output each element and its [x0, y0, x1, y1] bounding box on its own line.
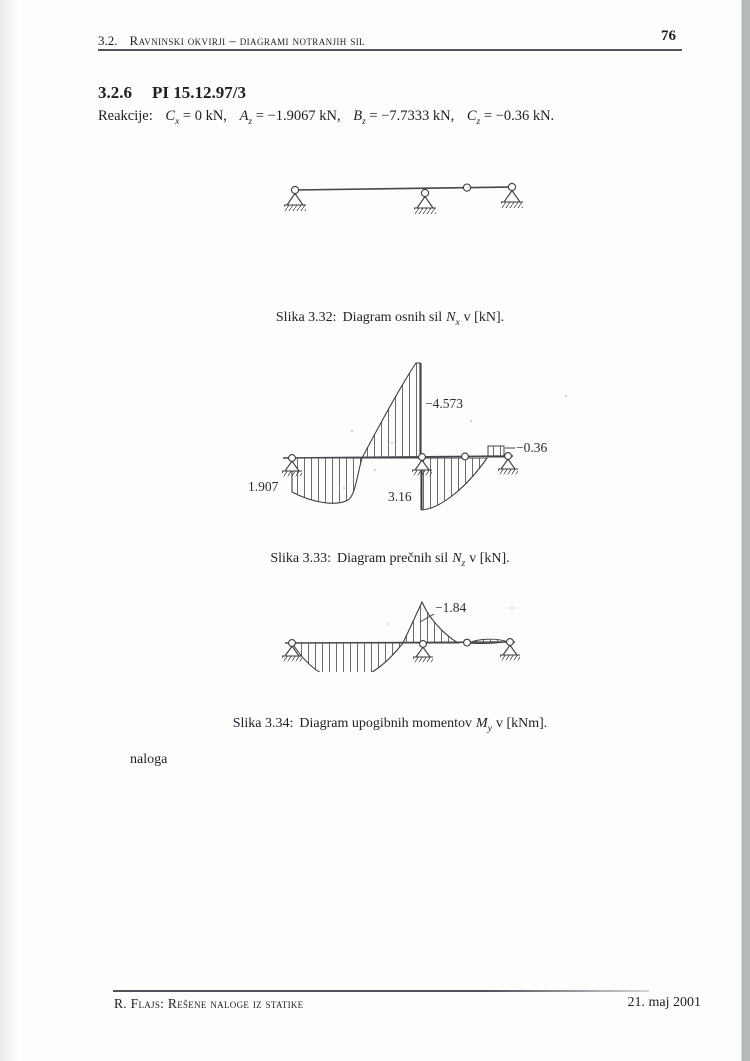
- footer-book-title: R. Flajs: Rešene naloge iz statike: [114, 996, 304, 1011]
- support-ground-hatch: [498, 470, 518, 475]
- shear-force-diagram: [245, 352, 577, 524]
- pin-support-B: [414, 189, 436, 214]
- beam-line: [295, 187, 512, 190]
- hinge-circle: [464, 639, 471, 646]
- shear-value-left: 1.907: [248, 479, 279, 494]
- scan-left-edge-shade: [0, 0, 18, 1061]
- reactions-line: [98, 108, 554, 127]
- reaction-symbol: C: [165, 108, 176, 124]
- caption-moment: [98, 716, 682, 734]
- caption-axial: [98, 310, 682, 328]
- reaction-Az: [239, 108, 341, 127]
- caption-unit: v [kN].: [469, 551, 510, 566]
- support-pin-circle: [505, 453, 512, 460]
- caption-body: Diagram osnih sil: [342, 310, 443, 325]
- shear-value-peak: −4.573: [425, 396, 463, 411]
- support-pin-circle: [421, 189, 428, 196]
- support-ground-hatch: [284, 206, 306, 212]
- hinge-circle: [463, 184, 470, 191]
- pin-support-B: [413, 641, 433, 663]
- caption-label: Slika 3.32:: [275, 310, 337, 325]
- support-ground-hatch: [412, 471, 432, 476]
- support-ground-hatch: [282, 472, 302, 477]
- support-pin-circle: [419, 454, 426, 461]
- support-ground-hatch: [414, 209, 436, 215]
- running-head-title: Ravninski okvirji – diagrami notranjih sil: [129, 33, 366, 48]
- support-ground-hatch: [413, 658, 433, 663]
- caption-body: Diagram prečnih sil: [337, 551, 449, 566]
- section-heading: [98, 83, 246, 103]
- shear-region-A-positive: [292, 458, 362, 503]
- running-head: [98, 33, 365, 49]
- caption-symbol: $M_y$: [476, 716, 492, 734]
- support-ground-hatch: [501, 203, 523, 209]
- moment-value-peak: −1.84: [435, 600, 467, 615]
- axial-force-diagram: [278, 166, 530, 216]
- support-triangle: [287, 194, 303, 206]
- support-ground-hatch: [282, 657, 302, 662]
- caption-unit: v [kNm].: [495, 716, 548, 731]
- support-pin-circle: [507, 639, 514, 646]
- reaction-symbol: A: [239, 108, 249, 124]
- support-pin-circle: [508, 183, 515, 190]
- reaction-subscript: z: [362, 116, 366, 127]
- reaction-Cx: [165, 108, 227, 127]
- reaction-Cz: [466, 108, 555, 127]
- beam-line: [285, 642, 515, 643]
- caption-label: Slika 3.33:: [270, 551, 331, 566]
- shear-value-right: −0.36: [516, 440, 548, 455]
- support-triangle: [504, 191, 520, 203]
- reaction-value: = 0 kN,: [182, 108, 227, 124]
- running-head-section-number: 3.2.: [98, 33, 118, 48]
- hinge-circle: [462, 453, 469, 460]
- reaction-subscript: x: [175, 116, 180, 127]
- reactions-label: Reakcije:: [98, 108, 153, 124]
- support-triangle: [417, 197, 433, 209]
- support-pin-circle: [291, 186, 298, 193]
- note-naloga: naloga: [130, 752, 168, 767]
- section-title: PI 15.12.97/3: [152, 83, 246, 102]
- support-pin-circle: [289, 640, 296, 647]
- reaction-subscript: z: [476, 116, 481, 127]
- reaction-value: = −0.36 kN.: [483, 108, 555, 124]
- reaction-value: = −7.7333 kN,: [369, 108, 455, 124]
- header-rule: [98, 49, 682, 51]
- reaction-subscript: z: [248, 116, 253, 127]
- page-number: 76: [661, 28, 676, 44]
- shear-region-B-positive: [422, 458, 487, 510]
- reaction-Bz: [353, 108, 455, 127]
- scan-right-edge-band: [741, 0, 750, 1061]
- support-ground-hatch: [500, 656, 520, 661]
- support-pin-circle: [420, 641, 427, 648]
- caption-symbol: $N_z$: [452, 551, 466, 569]
- footer-date: 21. maj 2001: [627, 995, 701, 1010]
- support-pin-circle: [289, 455, 296, 462]
- moment-region-sagging: [292, 643, 403, 672]
- shear-region-negative-peak: [362, 363, 420, 458]
- section-number: 3.2.6: [98, 83, 132, 102]
- caption-shear: [98, 551, 682, 569]
- reaction-symbol: B: [353, 108, 363, 124]
- footer-rule: [113, 990, 649, 992]
- bending-moment-diagram: [270, 592, 552, 672]
- support-triangle: [501, 459, 515, 469]
- reaction-value: = −1.9067 kN,: [255, 108, 341, 124]
- caption-body: Diagram upogibnih momentov: [299, 716, 473, 731]
- reaction-symbol: C: [466, 108, 477, 124]
- support-triangle: [503, 645, 517, 655]
- caption-label: Slika 3.34:: [232, 716, 294, 731]
- caption-symbol: $N_x$: [446, 310, 460, 328]
- shear-value-mid: 3.16: [388, 489, 412, 504]
- caption-unit: v [kN].: [463, 310, 505, 325]
- support-triangle: [416, 647, 430, 657]
